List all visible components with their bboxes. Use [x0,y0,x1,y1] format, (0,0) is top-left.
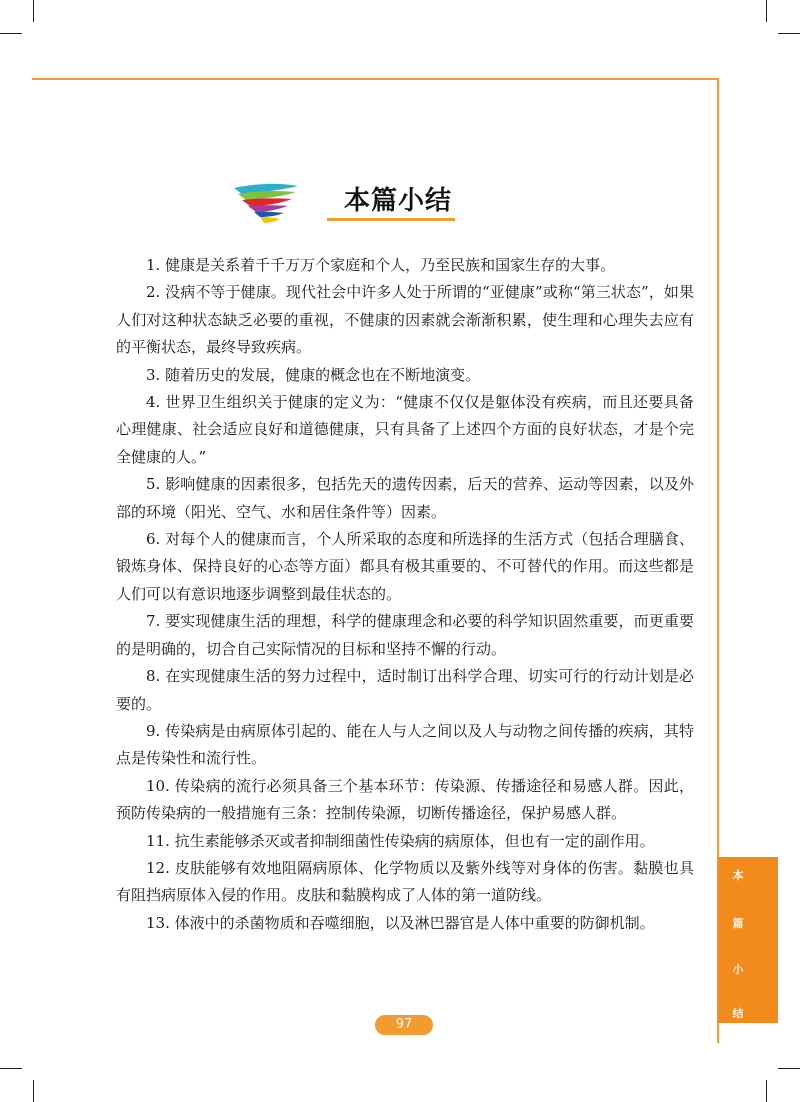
list-item: 7. 要实现健康生活的理想，科学的健康理念和必要的科学知识固然重要，而更重要的是明确的，切合自己实际情况的目标和坚持不懈的行动。 [116,612,694,658]
list-item: 13. 体液中的杀菌物质和吞噬细胞，以及淋巴器官是人体中重要的防御机制。 [146,913,655,932]
list-item: 12. 皮肤能够有效地阻隔病原体、化学物质以及紫外线等对身体的伤害。黏膜也具有阻挡病原体入侵的作用。皮肤和黏膜构成了人体的第一道防线。 [116,858,694,905]
crop-mark [778,1068,800,1069]
side-tab-char: 篇 [732,917,744,930]
list-item: 4. 世界卫生组织关于健康的定义为：“健康不仅仅是躯体没有疾病，而且还要具备心理健康、社会适应良好和道德健康，只有具备了上述四个方面的良好状态，才是个完全健康的人。” [116,393,694,466]
crop-mark [766,1080,767,1102]
page-number: 97 [375,1015,433,1035]
side-tab-char: 结 [732,1007,744,1020]
side-tab-char: 小 [732,963,744,976]
list-item: 3. 随着历史的发展，健康的概念也在不断地演变。 [146,365,481,384]
list-item: 6. 对每个人的健康而言，个人所采取的态度和所选择的生活方式（包括合理膳食、锻炼身体、保持良好的心态等方面）都具有极其重要的、不可替代的作用。而这些都是人们可以有意识地逐步调整到最佳状态的。 [116,530,694,603]
colorful-wave-logo-icon [232,178,302,228]
crop-mark [33,0,34,22]
crop-mark [766,0,767,22]
title-underline [327,218,455,221]
list-item: 11. 抗生素能够杀灭或者抑制细菌性传染病的病原体，但也有一定的副作用。 [146,831,655,850]
list-item: 9. 传染病是由病原体引起的、能在人与人之间以及人与动物之间传播的疾病，其特点是传染性和流行性。 [116,721,694,768]
side-tab-char: 本 [732,869,744,882]
side-section-tab [718,857,778,1023]
crop-mark [0,1068,22,1069]
list-item: 1. 健康是关系着千千万万个家庭和个人，乃至民族和国家生存的大事。 [146,256,616,274]
summary-list [116,252,694,937]
crop-mark [778,33,800,34]
crop-mark [33,1080,34,1102]
list-item: 5. 影响健康的因素很多，包括先天的遗传因素，后天的营养、运动等因素，以及外部的环境（阳光、空气、水和居住条件等）因素。 [116,475,694,521]
list-item: 10. 传染病的流行必须具备三个基本环节：传染源、传播途径和易感人群。因此，预防传染病的一般措施有三条：控制传染源，切断传播途径，保护易感人群。 [116,776,694,823]
section-header [232,178,472,238]
list-item: 8. 在实现健康生活的努力过程中，适时制订出科学合理、切实可行的行动计划是必要的。 [116,667,694,713]
frame-top-line [32,78,718,80]
list-item: 2. 没病不等于健康。现代社会中许多人处于所谓的“亚健康”或称“第三状态”，如果人们对这种状态缺乏必要的重视，不健康的因素就会渐渐积累，使生理和心理失去应有的平衡状态，最终导致疾病。 [116,283,694,357]
page-title: 本篇小结 [344,186,453,216]
crop-mark [0,33,22,34]
